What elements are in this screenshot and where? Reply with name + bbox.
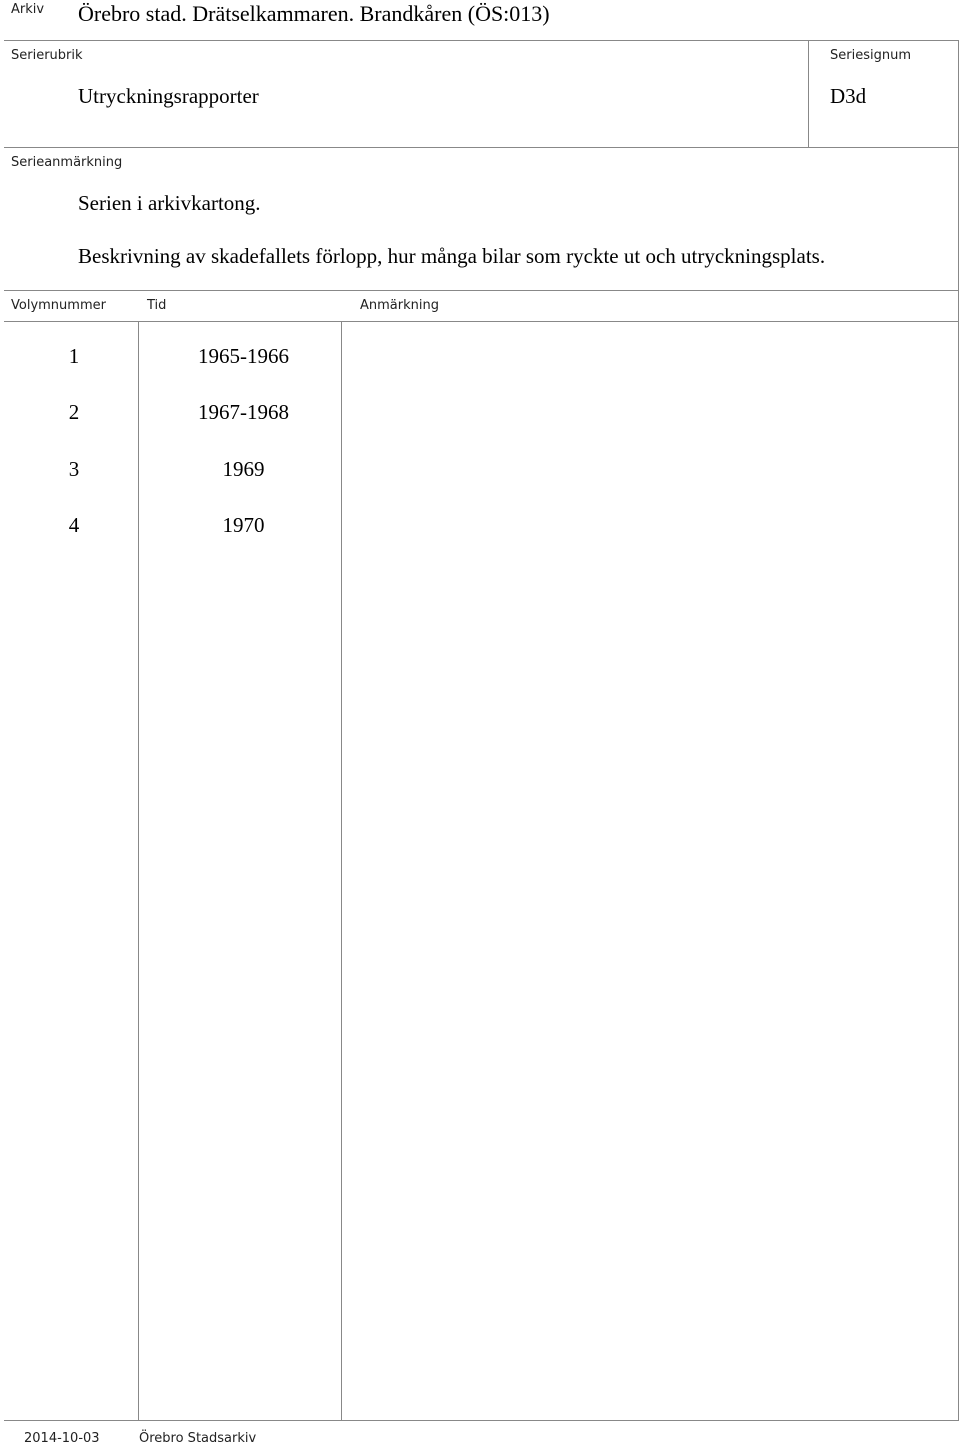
header-tid: Tid: [147, 298, 167, 313]
divider-top: [4, 40, 959, 41]
column-divider-2: [341, 321, 342, 1421]
arkiv-title: Örebro stad. Drätselkammaren. Brandkåren (ÖS:013): [78, 1, 550, 26]
row-volym: 3: [68, 457, 80, 481]
row-tid: 1967-1968: [198, 400, 289, 424]
serierubrik-value: Utryckningsrapporter: [78, 84, 259, 108]
row-tid: 1970: [222, 513, 265, 537]
row-volym: 4: [68, 513, 80, 537]
serieanmarkning-line-2: Beskrivning av skadefallets förlopp, hur många bilar som ryckte ut och utryckningsplats.: [78, 244, 826, 268]
footer-date: 2014-10-03: [24, 1431, 100, 1446]
divider-table-bottom: [4, 1420, 959, 1421]
serierubrik-label: Serierubrik: [11, 48, 83, 63]
seriesignum-label: Seriesignum: [830, 48, 911, 63]
row-volym: 2: [68, 400, 80, 424]
column-divider-1: [138, 321, 139, 1421]
row-tid: 1969: [222, 457, 265, 481]
divider-anmarkning: [4, 147, 959, 148]
divider-table-top: [4, 290, 959, 291]
footer-org: Örebro Stadsarkiv: [139, 1431, 257, 1446]
serieanmarkning-line-1: Serien i arkivkartong.: [78, 191, 261, 215]
seriesignum-value: D3d: [830, 84, 867, 108]
header-anmarkning: Anmärkning: [360, 298, 439, 313]
row-tid: 1965-1966: [198, 344, 289, 368]
border-right: [958, 40, 959, 1421]
header-volymnummer: Volymnummer: [11, 298, 106, 313]
row-volym: 1: [68, 344, 80, 368]
divider-table-header: [4, 321, 959, 322]
arkiv-label: Arkiv: [11, 2, 45, 17]
divider-signum: [808, 40, 809, 147]
serieanmarkning-label: Serieanmärkning: [11, 155, 123, 170]
